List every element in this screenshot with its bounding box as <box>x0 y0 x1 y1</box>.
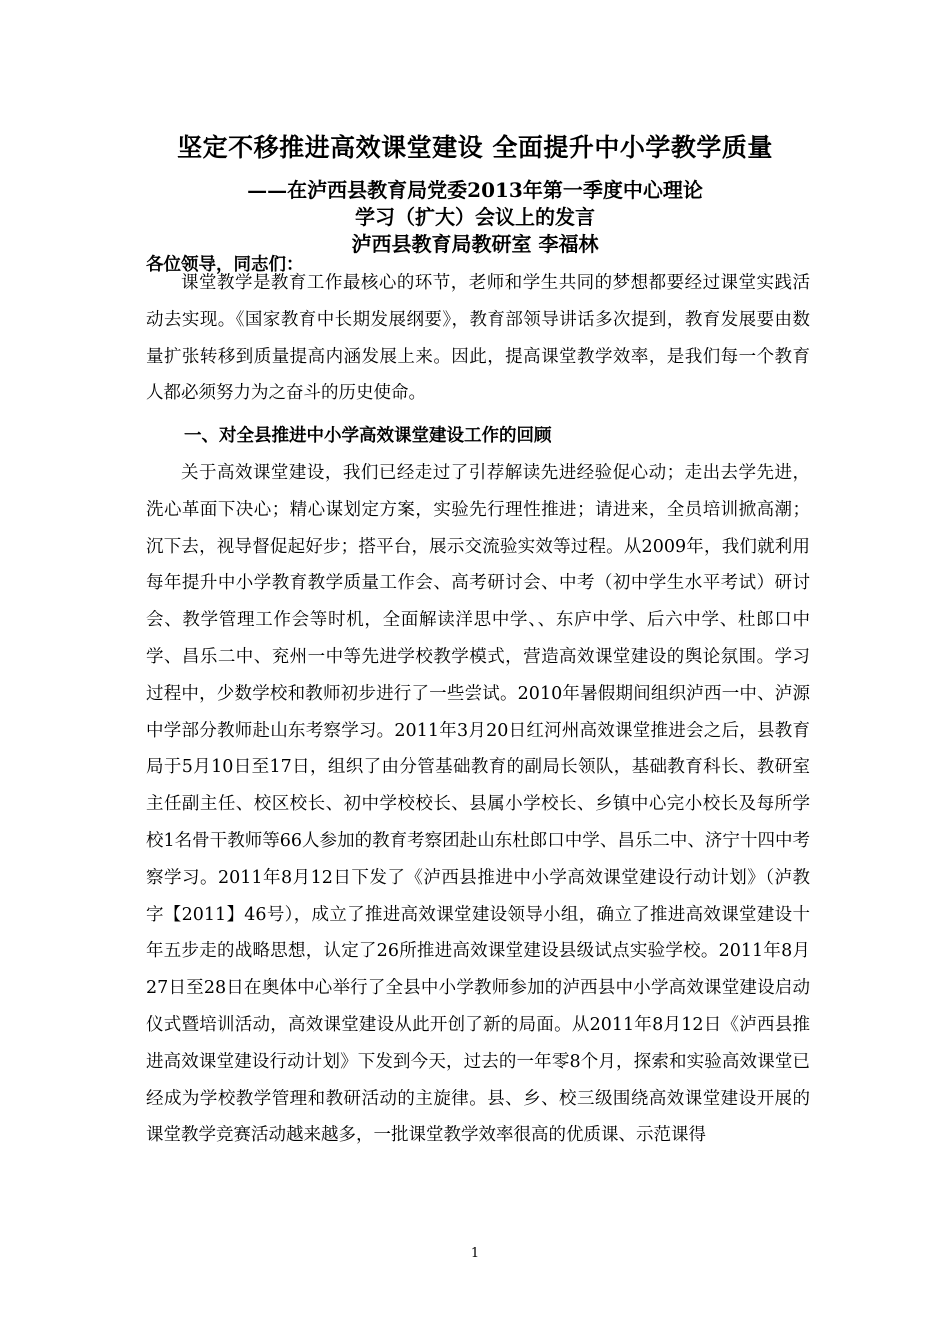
document-subtitle-line-2: 学习（扩大）会议上的发言 <box>355 205 595 229</box>
document-title: 坚定不移推进高效课堂建设 全面提升中小学教学质量 <box>177 133 773 162</box>
page-number: 1 <box>470 1246 480 1261</box>
salutation: 各位领导，同志们： <box>146 255 304 275</box>
author-line: 泸西县教育局教研室 李福林 <box>351 232 599 256</box>
section-heading: 一、对全县推进中小学高效课堂建设工作的回顾 <box>184 426 552 446</box>
paragraph-review: 关于高效课堂建设，我们已经走过了引荐解读先进经验促心动；走出去学先进，洗心革面下决心；精心谋划定方案，实验先行理性推进；请进来，全员培训掀高潮；沉下去，视导督促起好步；搭平台，展示交流验实效等过程。从2009年，我们就利用每年提升中小学教育教学质量工作会、高考研讨会、中考（初中学生水平考试）研讨会、教学管理工作会等时机，全面解读洋思中学、、东庐中学、后六中学、杜郎口中学、昌乐二中、兖州一中等先进学校教学模式，营造高效课堂建设的舆论氛围。学习过程中，少数学校和教师初步进行了一些尝试。2010年暑假期间组织泸西一中、泸源中学部分教师赴山东考察学习。2011年3月20日红河州高效课堂推进会之后，县教育局于5月10日至17日，组织了由分管基础教育的副局长领队，基础教育科长、教研室主任副主任、校区校长、初中学校校长、县属小学校长、乡镇中心完小校长及每所学校1名骨干教师等66人参加的教育考察团赴山东杜郎口中学、昌乐二中、济宁十四中考察学习。2011年8月12日下发了《泸西县推进中小学高效课堂建设行动计划》（泸教字【2011】46号），成立了推进高效课堂建设领导小组，确立了推进高效课堂建设十年五步走的战略思想，认定了26所推进高效课堂建设县级试点实验学校。2011年8月27日至28日在奥体中心举行了全县中小学教师参加的泸西县中小学高效课堂建设启动仪式暨培训活动，高效课堂建设从此开创了新的局面。从2011年8月12日《泸西县推进高效课堂建设行动计划》下发到今天，过去的一年零8个月，探索和实验高效课堂已经成为学校教学管理和教研活动的主旋律。县、乡、校三级围绕高效课堂建设开展的课堂教学竞赛活动越来越多，一批课堂教学效率很高的优质课、示范课得 <box>146 463 810 1146</box>
paragraph-intro: 课堂教学是教育工作最核心的环节，老师和学生共同的梦想都要经过课堂实践活动去实现。《国家教育中长期发展纲要》，教育部领导讲话多次提到，教育发展要由数量扩张转移到质量提高内涵发展上来。因此，提高课堂教学效率，是我们每一个教育人都必须努力为之奋斗的历史使命。 <box>146 273 810 404</box>
document-subtitle-line-1: ——在泸西县教育局党委2013年第一季度中心理论 <box>247 178 703 202</box>
